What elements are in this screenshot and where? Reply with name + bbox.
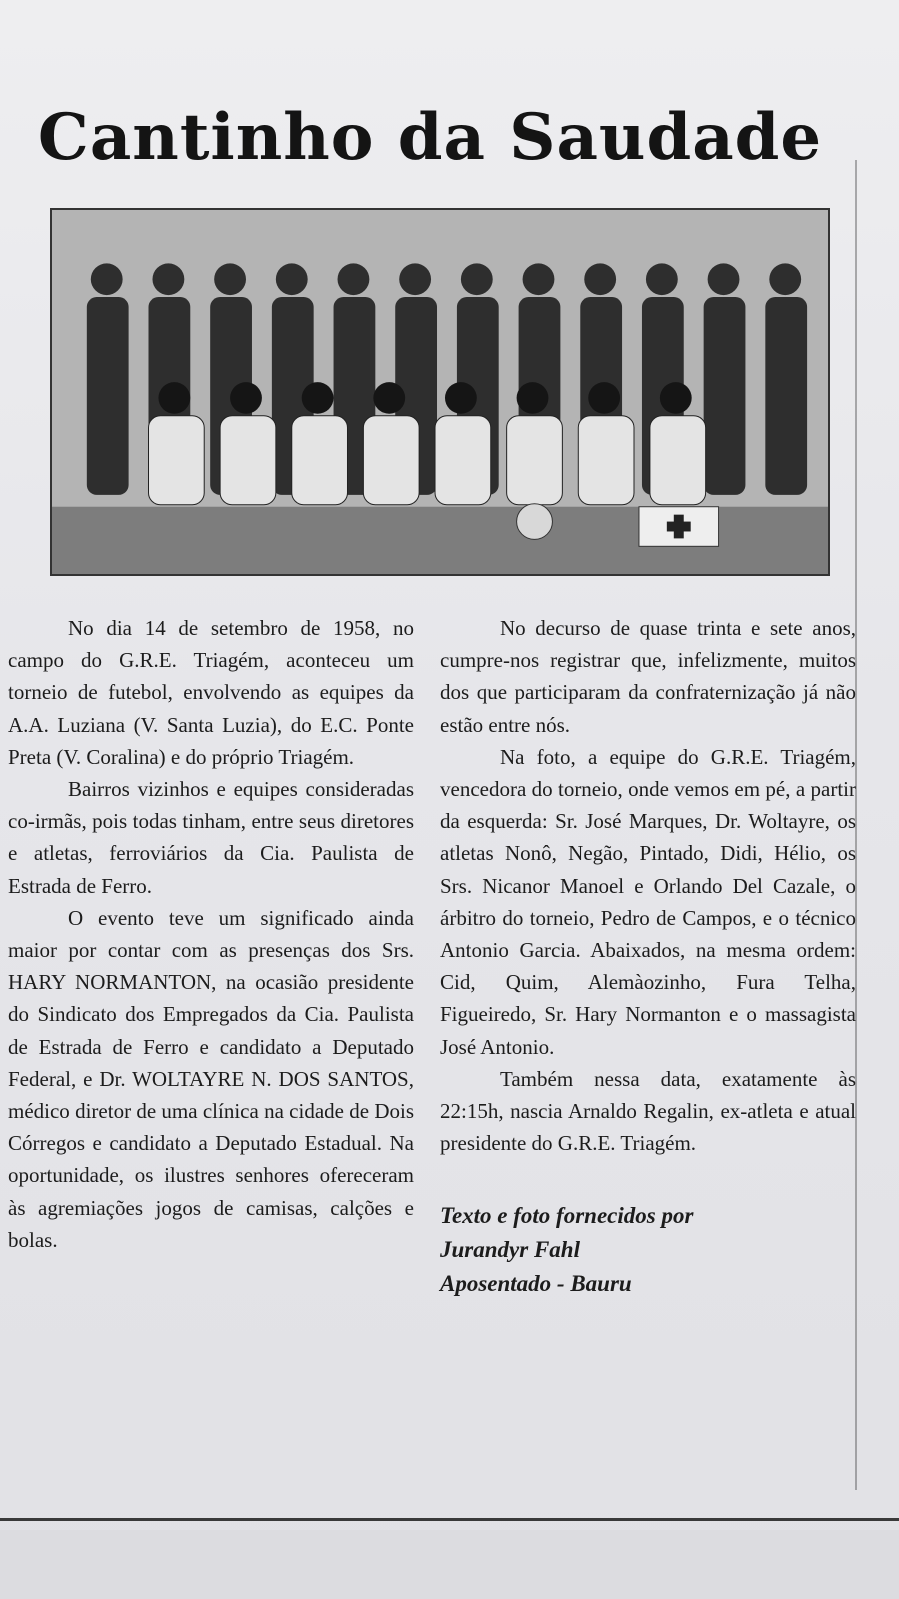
person-body [220, 416, 276, 505]
person-head [660, 382, 692, 414]
person-body [765, 297, 807, 495]
paragraph: No dia 14 de setembro de 1958, no campo do G.R.E. Triagém, aconteceu um torneio de futebol, envolvendo as equipes da A.A. Luziana (V. Santa Luzia), do E.C. Ponte Preta (V. Coralina) e do próprio Triagém. [8, 616, 414, 769]
person-body [650, 416, 706, 505]
person-body [578, 416, 634, 505]
team-photo-icon [52, 210, 828, 574]
person-body [704, 297, 746, 495]
person-head [214, 263, 246, 295]
paragraph: No decurso de quase trinta e sete anos, cumpre-nos registrar que, infelizmente, muitos dos que participaram da confraternização já não estão entre nós. [440, 616, 856, 737]
page-fold [855, 160, 857, 1490]
paragraph: Também nessa data, exatamente às 22:15h, nascia Arnaldo Regalin, ex-atleta e atual presidente do G.R.E. Triagém. [440, 1066, 856, 1156]
photo-credit [440, 1199, 856, 1301]
person-head [584, 263, 616, 295]
person-head [276, 263, 308, 295]
paragraph: Na foto, a equipe do G.R.E. Triagém, vencedora do torneio, onde vemos em pé, a partir da esquerda: Sr. José Marques, Dr. Woltayre, os atletas Nonô, Negão, Pintado, Didi, Hélio, os Srs. Nicanor Manoel e Orlando Del Cazale, o árbitro do torneio, Pedro de Campos, e o técnico Antonio Garcia. Abaixados, na mesma ordem: Cid, Quim, Alemàozinho, Fura Telha, Figueiredo, Sr. Hary Normanton e o massagista José Antonio. [440, 744, 856, 1059]
person-head [708, 263, 740, 295]
page-margin [0, 1530, 899, 1599]
team-photo [50, 208, 830, 576]
person-head [769, 263, 801, 295]
person-head [588, 382, 620, 414]
person-head [445, 382, 477, 414]
paragraph: Bairros vizinhos e equipes consideradas co-irmãs, pois todas tinham, entre seus diretores e atletas, ferroviários da Cia. Paulista de Estrada de Ferro. [8, 777, 414, 898]
person-body [363, 416, 419, 505]
person-body [507, 416, 563, 505]
credit-line: Jurandyr Fahl [440, 1237, 580, 1263]
person-head [230, 382, 262, 414]
right-column [440, 612, 856, 1301]
column-rule [0, 1518, 899, 1521]
person-head [646, 263, 678, 295]
person-body [149, 416, 205, 505]
person-head [523, 263, 555, 295]
person-head [517, 382, 549, 414]
person-body [435, 416, 491, 505]
credit-line: Aposentado - Bauru [440, 1271, 632, 1297]
person-head [152, 263, 184, 295]
person-head [373, 382, 405, 414]
paragraph: O evento teve um significado ainda maior por contar com as presenças dos Srs. HARY NORMANTON, na ocasião presidente do Sindicato dos Empregados da Cia. Paulista de Estrada de Ferro e candidato a Deputado Federal, e Dr. WOLTAYRE N. DOS SANTOS, médico diretor de uma clínica na cidade de Dois Córregos e candidato a Deputado Estadual. Na oportunidade, os ilustres senhores ofereceram às agremiações jogos de camisas, calções e bolas. [8, 905, 414, 1252]
person-head [158, 382, 190, 414]
left-column [8, 612, 414, 1256]
person-body [292, 416, 348, 505]
person-head [302, 382, 334, 414]
person-head [338, 263, 370, 295]
person-body [87, 297, 129, 495]
person-head [399, 263, 431, 295]
person-head [91, 263, 123, 295]
person-head [461, 263, 493, 295]
article-title: Cantinho da Saudade [37, 100, 823, 175]
credit-line: Texto e foto fornecidos por [440, 1203, 694, 1229]
